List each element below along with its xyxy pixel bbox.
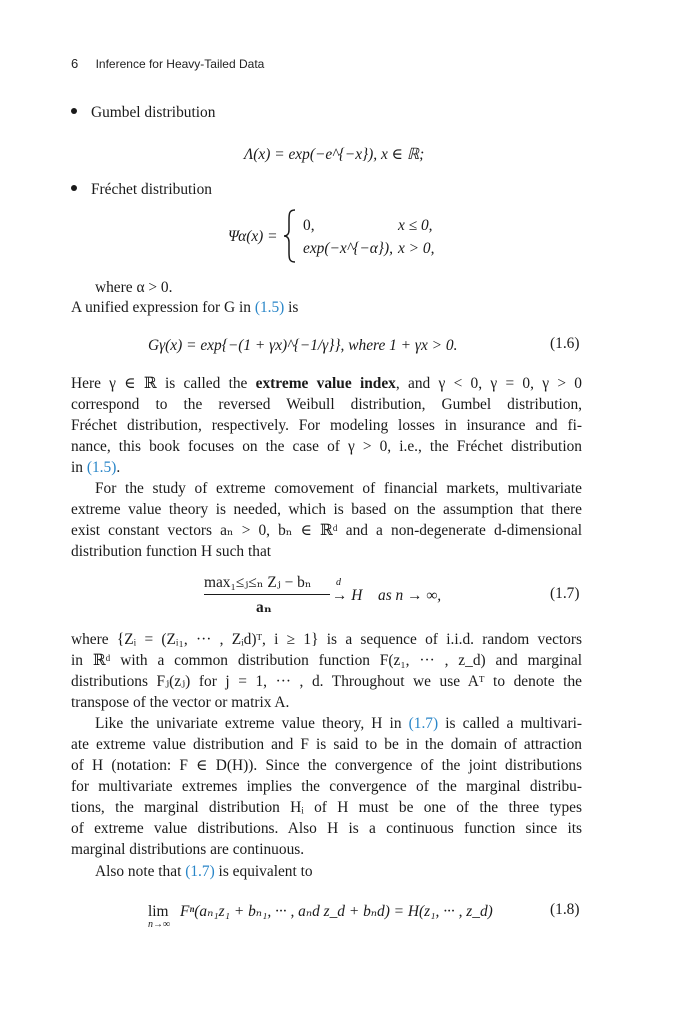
left-brace-icon	[283, 208, 297, 264]
para4-text: is called a multivari-	[438, 715, 582, 732]
frechet-case2-cond: x > 0,	[398, 240, 435, 257]
frechet-where: where α > 0.	[95, 279, 173, 296]
para1-line: Fréchet distribution, respectively. For modeling losses in insurance and fi-	[71, 417, 582, 434]
eq-1-8-lim: lim	[148, 903, 169, 920]
paragraph-domain-of-attraction	[71, 713, 582, 860]
eq-1-7-arrow-label: d	[336, 577, 341, 588]
ref-link-1-5[interactable]: (1.5)	[86, 459, 117, 476]
page-number: 6	[71, 56, 79, 71]
para4-line: marginal distributions are continuous.	[71, 841, 305, 858]
running-header	[71, 56, 264, 71]
para5-text: Also note that	[95, 863, 186, 880]
gumbel-formula: Λ(x) = exp(−e^{−x}), x ∈ ℝ;	[244, 146, 425, 163]
paragraph-multivariate	[71, 478, 582, 562]
running-title: Inference for Heavy-Tailed Data	[95, 57, 265, 71]
ref-link-1-5[interactable]: (1.5)	[254, 299, 285, 316]
para4-line: ate extreme value distribution and F is said to be in the domain of attraction	[71, 736, 582, 753]
ref-link-1-7[interactable]: (1.7)	[408, 715, 439, 732]
para4-line	[71, 713, 582, 734]
frechet-case1-cond: x ≤ 0,	[398, 217, 433, 234]
para3-line: distributions Fⱼ(zⱼ) for j = 1, ··· , d. Throughout we use Aᵀ to denote the	[71, 673, 582, 690]
bullet-gumbel	[71, 104, 215, 122]
eq-number-1-8: (1.8)	[550, 901, 580, 918]
para4-line: for multivariate extremes implies the convergence of the marginal distribu-	[71, 778, 582, 795]
frechet-label: Fréchet distribution	[91, 181, 212, 198]
eq-1-7-condition: as n → ∞,	[378, 587, 442, 604]
paragraph-equivalent	[95, 861, 313, 882]
para3-line: where {Zᵢ = (Zᵢ₁, ··· , Zᵢd)ᵀ, i ≥ 1} is a sequence of i.i.d. random vectors	[71, 631, 582, 648]
gumbel-label: Gumbel distribution	[91, 104, 216, 121]
para2-line: extreme value theory is needed, which is based on the assumption that there	[71, 501, 582, 518]
paragraph-iid-vectors	[71, 629, 582, 713]
eq-1-8-formula: Fⁿ(aₙ₁z₁ + bₙ₁, ··· , aₙd z_d + bₙd) = H(z₁, ··· , z_d)	[180, 903, 493, 920]
frechet-case1-value: 0,	[303, 217, 315, 234]
unified-intro	[71, 297, 298, 318]
eq-number-1-6: (1.6)	[550, 335, 580, 352]
para1-text: in	[71, 459, 87, 476]
paragraph-extreme-value-index	[71, 373, 582, 478]
bullet-frechet	[71, 181, 212, 199]
para2-line: distribution function H such that	[71, 543, 272, 560]
para1-text: .	[116, 459, 121, 476]
eq-number-1-7: (1.7)	[550, 585, 580, 602]
bullet-dot-icon	[71, 108, 77, 114]
eq-1-7-denominator: aₙ	[256, 599, 272, 616]
para3-line: transpose of the vector or matrix A.	[71, 694, 290, 711]
para1-line: correspond to the reversed Weibull distribution, Gumbel distribution,	[71, 396, 582, 413]
para5-text: is equivalent to	[214, 863, 313, 880]
unified-formula: Gγ(x) = exp{−(1 + γx)^{−1/γ}}, where 1 + γx > 0.	[148, 337, 458, 354]
para4-line: of H (notation: F ∈ D(H)). Since the convergence of the joint distributions	[71, 757, 582, 774]
para4-text: Like the univariate extreme value theory, H in	[95, 715, 409, 732]
bullet-dot-icon	[71, 185, 77, 191]
para1-text: , and γ < 0, γ = 0, γ > 0	[395, 375, 582, 392]
frechet-case2-value: exp(−x^{−α}),	[303, 240, 393, 257]
eq-1-7-arrow: → H	[332, 587, 363, 604]
para1-text: Here γ ∈ ℝ is called the	[71, 375, 256, 392]
para4-line: tions, the marginal distribution Hᵢ of H must be one of the three types	[71, 799, 582, 816]
term-extreme-value-index: extreme value index	[255, 375, 396, 392]
eq-1-7-numerator: max₁≤ⱼ≤ₙ Zⱼ − bₙ	[204, 574, 312, 591]
para3-line: in ℝᵈ with a common distribution function F(z₁, ··· , z_d) and marginal	[71, 652, 582, 669]
para1-line: nance, this book focuses on the case of γ > 0, i.e., the Fréchet distribution	[71, 438, 582, 455]
para1-line	[71, 457, 582, 478]
para2-line: exist constant vectors aₙ > 0, bₙ ∈ ℝᵈ and a non-degenerate d-dimensional	[71, 522, 582, 539]
para2-line: For the study of extreme comovement of financial markets, multivariate	[95, 480, 582, 497]
unified-intro-tail: is	[284, 299, 299, 316]
ref-link-1-7[interactable]: (1.7)	[185, 863, 215, 880]
eq-1-8-lim-sub: n→∞	[148, 919, 171, 930]
frechet-lhs: Ψα(x) =	[228, 228, 278, 245]
unified-intro-text: A unified expression for G in	[71, 299, 255, 316]
para1-line	[71, 373, 582, 394]
para4-line: of extreme value distributions. Also H is a continuous function since its	[71, 820, 582, 837]
fraction-bar	[204, 594, 330, 595]
